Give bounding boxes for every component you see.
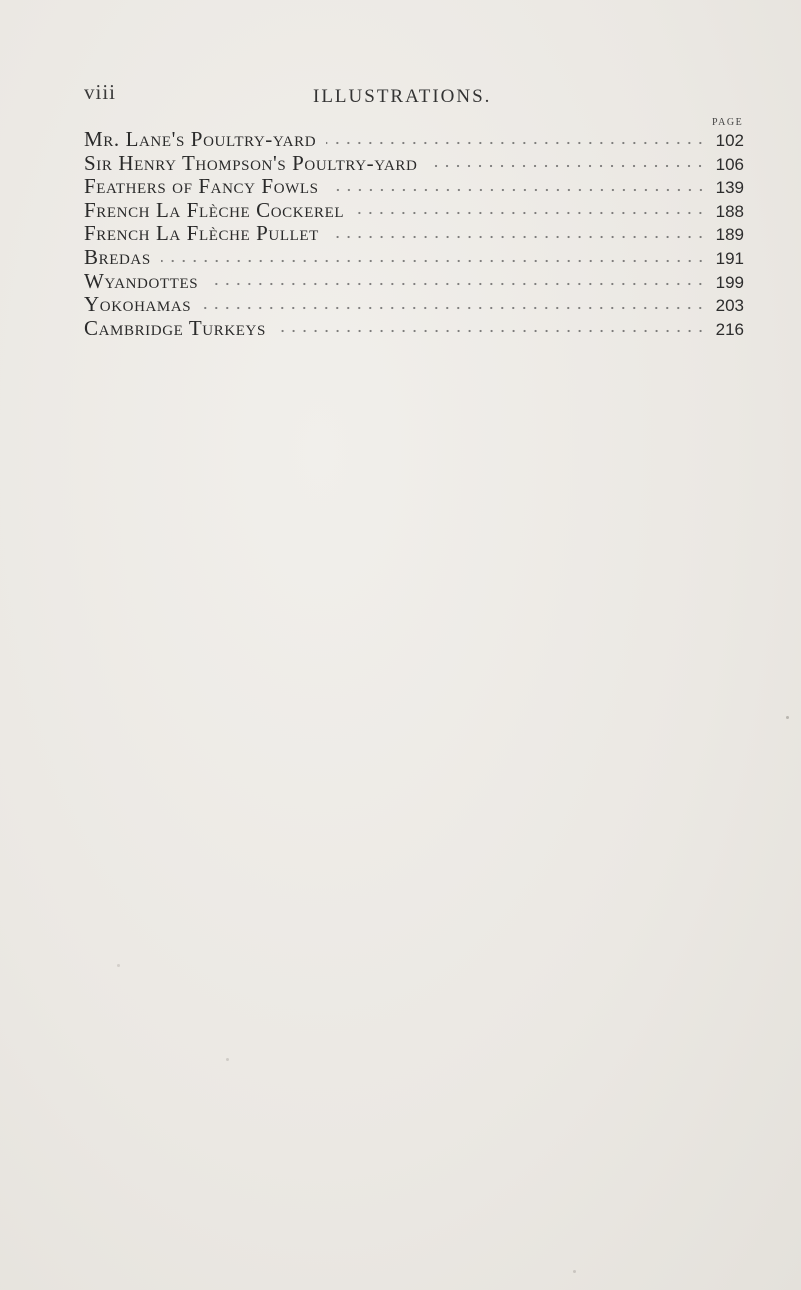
paper-speck <box>117 964 120 967</box>
list-item <box>84 128 744 152</box>
dot-leader <box>208 281 706 287</box>
page-column-label: PAGE <box>712 117 744 128</box>
dot-leader <box>329 234 706 240</box>
entry-title: Wyandottes <box>84 268 199 293</box>
list-item <box>84 199 744 223</box>
entry-title: Feathers of Fancy Fowls <box>84 174 319 199</box>
list-item <box>84 175 744 199</box>
entry-page: 189 <box>715 225 744 245</box>
dot-leader <box>427 163 706 169</box>
entry-title: French La Flèche Cockerel <box>84 197 345 222</box>
illustrations-list <box>84 128 744 340</box>
list-item <box>84 293 744 317</box>
entry-page: 199 <box>715 272 744 292</box>
entry-title: Bredas <box>84 244 151 269</box>
dot-leader <box>354 210 706 216</box>
dot-leader <box>201 305 706 311</box>
list-item <box>84 317 744 341</box>
entry-title: Mr. Lane's Poultry-yard <box>84 127 317 151</box>
list-item <box>84 246 744 270</box>
entry-title: French La Flèche Pullet <box>84 221 319 246</box>
entry-page: 102 <box>715 131 744 150</box>
dot-leader <box>329 187 706 193</box>
entry-title: Sir Henry Thompson's Poultry-yard <box>84 150 418 175</box>
entry-page: 216 <box>715 319 744 339</box>
entry-title: Yokohamas <box>84 292 192 317</box>
page-number: viii <box>84 80 117 104</box>
list-item <box>84 270 744 294</box>
entry-page: 139 <box>715 178 744 198</box>
entry-page: 106 <box>715 154 744 174</box>
entry-page: 188 <box>715 201 744 221</box>
running-title: ILLUSTRATIONS. <box>313 86 492 107</box>
dot-leader <box>161 258 706 264</box>
list-item <box>84 152 744 176</box>
list-item <box>84 222 744 246</box>
paper-speck <box>786 716 789 719</box>
entry-page: 203 <box>715 296 744 316</box>
paper-speck <box>573 1270 576 1273</box>
paper-speck <box>226 1058 229 1061</box>
dot-leader <box>326 140 706 146</box>
entry-page: 191 <box>715 248 744 268</box>
dot-leader <box>276 328 706 334</box>
entry-title: Cambridge Turkeys <box>84 315 266 340</box>
